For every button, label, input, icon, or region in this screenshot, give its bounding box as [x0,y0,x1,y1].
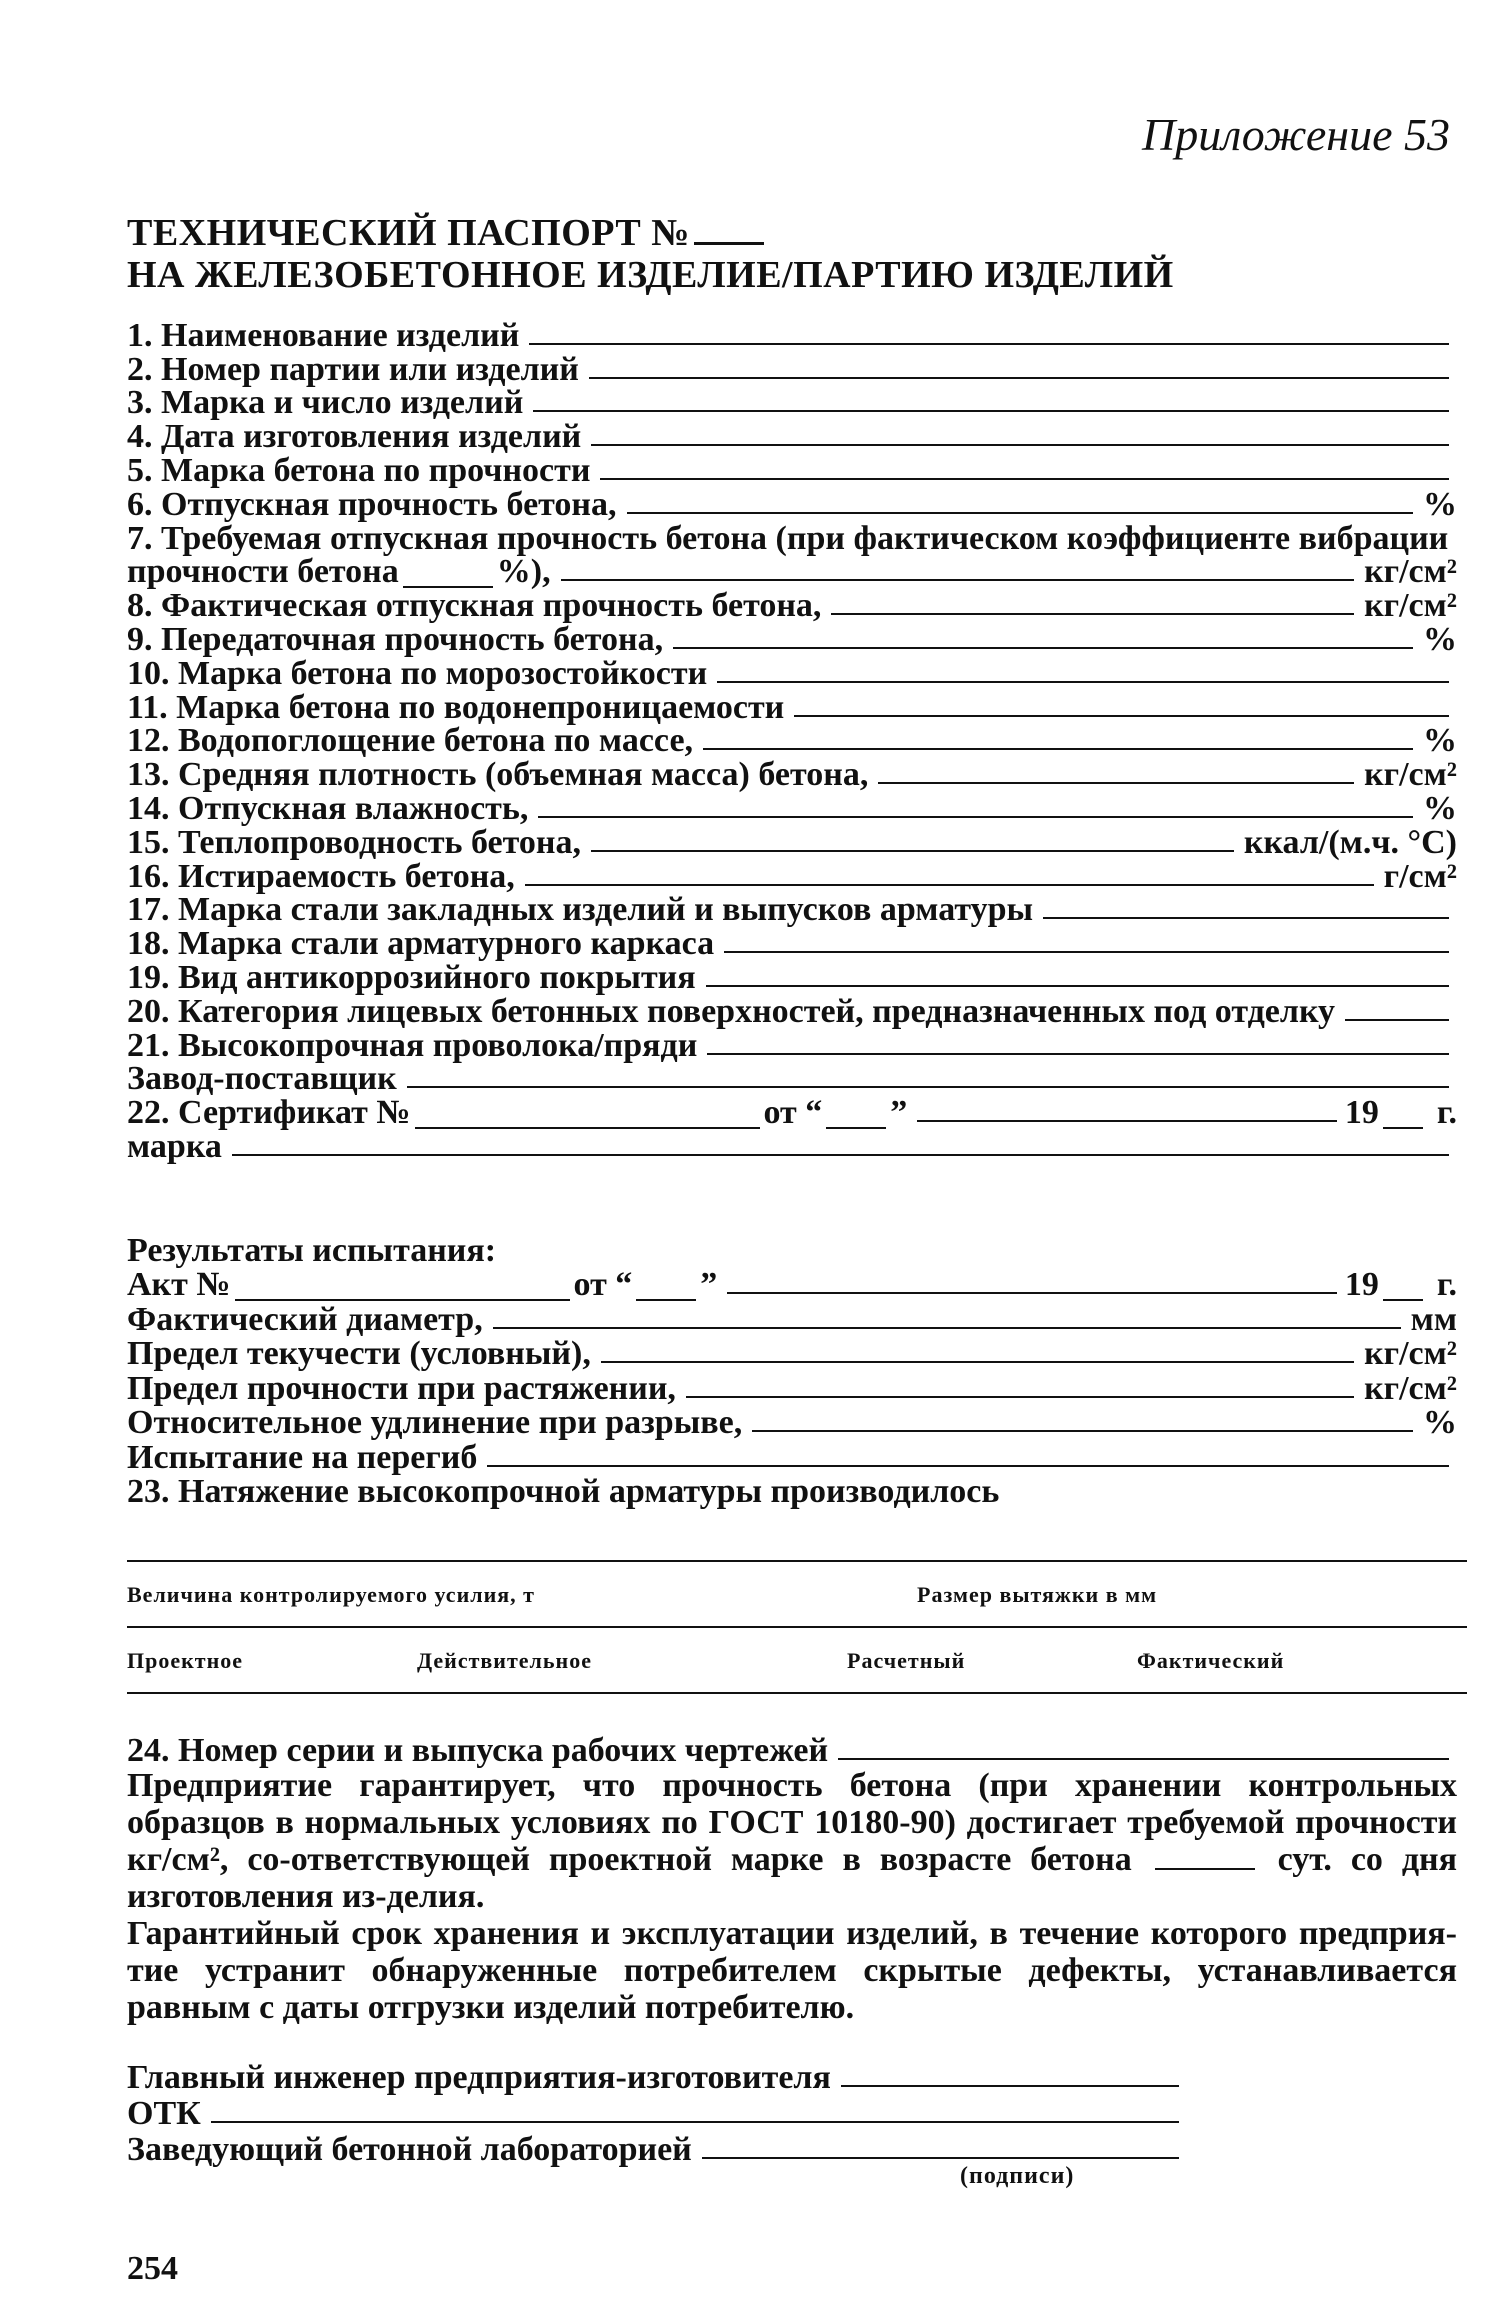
item-label: 11. Марка бетона по водонепроницаемости [127,688,785,726]
item-label: 6. Отпускная прочность бетона, [127,485,617,523]
item-unit: г/см² [1383,857,1457,895]
item-label: 20. Категория лицевых бетонных поверхностей, предназначенных под отделку [127,992,1336,1030]
certificate-year-field[interactable] [1383,1105,1423,1129]
item-label: 14. Отпускная влажность, [127,789,529,827]
bottom-section [127,1730,1457,2026]
act-month-field[interactable] [727,1292,1337,1294]
certificate-from: от “ [763,1094,823,1132]
table-col-1: Проектное [127,1648,244,1673]
act-label: Акт № [127,1266,231,1303]
item-field[interactable] [1043,917,1449,919]
item-row [127,893,1457,927]
item-row [127,587,1457,625]
result-field[interactable] [601,1361,1354,1363]
item-row [127,555,1457,589]
item-label: 9. Передаточная прочность бетона, [127,620,664,658]
certificate-quote: ” [890,1094,908,1132]
item-row [127,756,1457,794]
item-row [127,925,1457,963]
certificate-year-suffix: г. [1436,1094,1457,1132]
item-row [127,1028,1457,1062]
item-field[interactable] [794,715,1449,717]
item-label: 21. Высокопрочная проволока/пряди [127,1026,698,1064]
title-line-2: НА ЖЕЛЕЗОБЕТОННОЕ ИЗДЕЛИЕ/ПАРТИЮ ИЗДЕЛИЙ [127,254,1174,296]
item-row [127,724,1457,758]
item-row [127,318,1457,352]
appendix-label: Приложение 53 [1141,109,1450,160]
table-group-1: Величина контролируемого усилия, т [127,1582,535,1607]
item-unit: % [1423,722,1457,760]
table-col-3: Расчетный [847,1648,966,1673]
marka-field[interactable] [232,1154,1449,1156]
item-unit: % [1423,789,1457,827]
item-row [127,487,1457,521]
item-label: 8. Фактическая отпускная прочность бетона, [127,587,822,625]
guarantee-paragraph: Предприятие гарантирует, что прочность бетона (при хранении контрольных образцов в нормальных условиях по ГОСТ 10180-90) достигает требуемой прочности кг/см², со-ответствующей проектной марке в возрасте бетона сут. со дня изготовления из-делия. [127,1767,1458,1915]
item-row [127,825,1457,859]
act-day-field[interactable] [636,1277,696,1301]
table-col-4: Фактический [1137,1648,1285,1673]
item-label: 5. Марка бетона по прочности [127,451,591,489]
item-row [127,791,1457,825]
act-from: от “ [573,1266,633,1303]
item-field[interactable] [589,377,1449,379]
concrete-age-field[interactable] [1155,1846,1255,1870]
act-quote: ” [700,1266,718,1303]
item-row [127,622,1457,656]
table-group-2: Размер вытяжки в мм [917,1582,1158,1607]
act-year-field[interactable] [1383,1277,1423,1301]
table-group-header [127,1562,1467,1626]
item-field[interactable] [703,748,1413,750]
item-label: 2. Номер партии или изделий [127,350,579,388]
result-row: 23. Натяжение высокопрочной арматуры производилось [127,1473,1000,1510]
page-number: 254 [127,2250,178,2287]
item-row [127,1062,1457,1096]
signature-row: Главный инженер предприятия-изготовителя [127,2058,1187,2094]
item-label: 7. Требуемая отпускная прочность бетона (при фактическом коэффициенте вибрации [127,519,1449,557]
act-row [127,1267,1457,1302]
item24-field[interactable] [838,1758,1449,1760]
item-field[interactable] [533,410,1449,412]
result-row: Испытание на перегиб [127,1439,1457,1474]
signature-field[interactable] [841,2085,1179,2087]
item-field[interactable] [1345,1019,1449,1021]
item-field[interactable] [561,579,1354,581]
item-unit: кг/см² [1364,756,1457,794]
act-number-field[interactable] [235,1277,570,1301]
item-field[interactable] [627,512,1414,514]
item-row [127,386,1457,420]
item-field[interactable] [673,647,1413,649]
item-label: 4. Дата изготовления изделий [127,418,582,456]
item-row [127,690,1457,724]
item-mid-text: %), [496,553,551,591]
vibration-coef-field[interactable] [403,564,493,588]
table-col-2: Действительное [417,1648,592,1673]
signature-field[interactable] [702,2157,1179,2159]
signature-row: Заведующий бетонной лабораторией [127,2130,1187,2166]
item-label: прочности бетона [127,553,399,591]
item-row [127,994,1457,1028]
marka-row [127,1129,1457,1163]
signature-row: ОТК [127,2094,1187,2130]
item-field[interactable] [724,951,1449,953]
item-label: 18. Марка стали арматурного каркаса [127,925,715,963]
signatures [127,2058,1187,2166]
item-field[interactable] [878,782,1354,784]
item-field[interactable] [717,681,1449,683]
certificate-day-field[interactable] [826,1105,886,1129]
marka-label: марка [127,1127,222,1165]
item-label: 3. Марка и число изделий [127,384,524,422]
item-unit: % [1423,485,1457,523]
item-field[interactable] [706,985,1449,987]
act-year: 19 [1344,1266,1379,1303]
item-row [127,960,1457,994]
item-label: Завод-поставщик [127,1060,397,1098]
tension-table [127,1560,1467,1694]
certificate-month-field[interactable] [917,1120,1337,1122]
item-unit: кг/см² [1364,553,1457,591]
item-field[interactable] [600,478,1449,480]
certificate-row [127,1094,1457,1132]
result-field[interactable] [686,1396,1354,1398]
item-row [127,521,1457,555]
result-row: Фактический диаметр, мм [127,1300,1457,1338]
item-unit: ккал/(м.ч. °С) [1243,823,1457,861]
warranty-paragraph: Гарантийный срок хранения и эксплуатации изделий, в течение которого предприя-тие устранит обнаруженные потребителем скрытые дефекты, устанавливается равным с даты отгрузки изделий потребителю. [127,1915,1457,2026]
item-field[interactable] [407,1086,1449,1088]
signature-field[interactable] [211,2121,1179,2123]
item-label: 15. Теплопроводность бетона, [127,823,581,861]
item-field[interactable] [591,850,1234,852]
title-line-1: ТЕХНИЧЕСКИЙ ПАСПОРТ № [127,212,690,254]
item-label: 10. Марка бетона по морозостойкости [127,654,708,692]
item-label: 19. Вид антикоррозийного покрытия [127,958,696,996]
item-field[interactable] [538,816,1413,818]
result-row: Относительное удлинение при разрыве, % [127,1404,1457,1441]
item-label: 17. Марка стали закладных изделий и выпусков арматуры [127,891,1034,929]
item-label: 12. Водопоглощение бетона по массе, [127,722,694,760]
passport-number-field[interactable] [694,214,764,245]
item-field[interactable] [525,884,1374,886]
item-label: 13. Средняя плотность (объемная масса) бетона, [127,756,869,794]
item-field[interactable] [831,613,1354,615]
item-label: 16. Истираемость бетона, [127,857,515,895]
item-field[interactable] [707,1053,1449,1055]
result-field[interactable] [487,1465,1449,1467]
item-row [127,352,1457,386]
table-rule [127,1692,1467,1694]
result-field[interactable] [752,1430,1413,1432]
item-row [127,859,1457,893]
result-row: Предел текучести (условный), кг/см² [127,1335,1457,1372]
passport-title [127,212,1174,296]
item-field[interactable] [591,444,1449,446]
result-row: Предел прочности при растяжении, кг/см² [127,1369,1457,1407]
certificate-label: 22. Сертификат № [127,1094,411,1132]
results-heading: Результаты испытания: [127,1231,497,1269]
test-results [127,1232,1457,1508]
result-field[interactable] [493,1327,1401,1329]
item-row [127,453,1457,487]
item-unit: кг/см² [1364,587,1457,625]
certificate-year: 19 [1344,1094,1379,1132]
item-row [127,656,1457,690]
item-field[interactable] [529,343,1449,345]
item-label: 1. Наименование изделий [127,316,520,354]
signature-note: (подписи) [960,2163,1075,2189]
passport-items [127,318,1457,1163]
item24-row: 24. Номер серии и выпуска рабочих чертежей [127,1730,1457,1767]
act-year-suffix: г. [1436,1266,1457,1303]
item-unit: % [1423,620,1457,658]
item-row [127,418,1457,456]
table-col-header [127,1628,1467,1692]
certificate-number-field[interactable] [415,1105,760,1129]
